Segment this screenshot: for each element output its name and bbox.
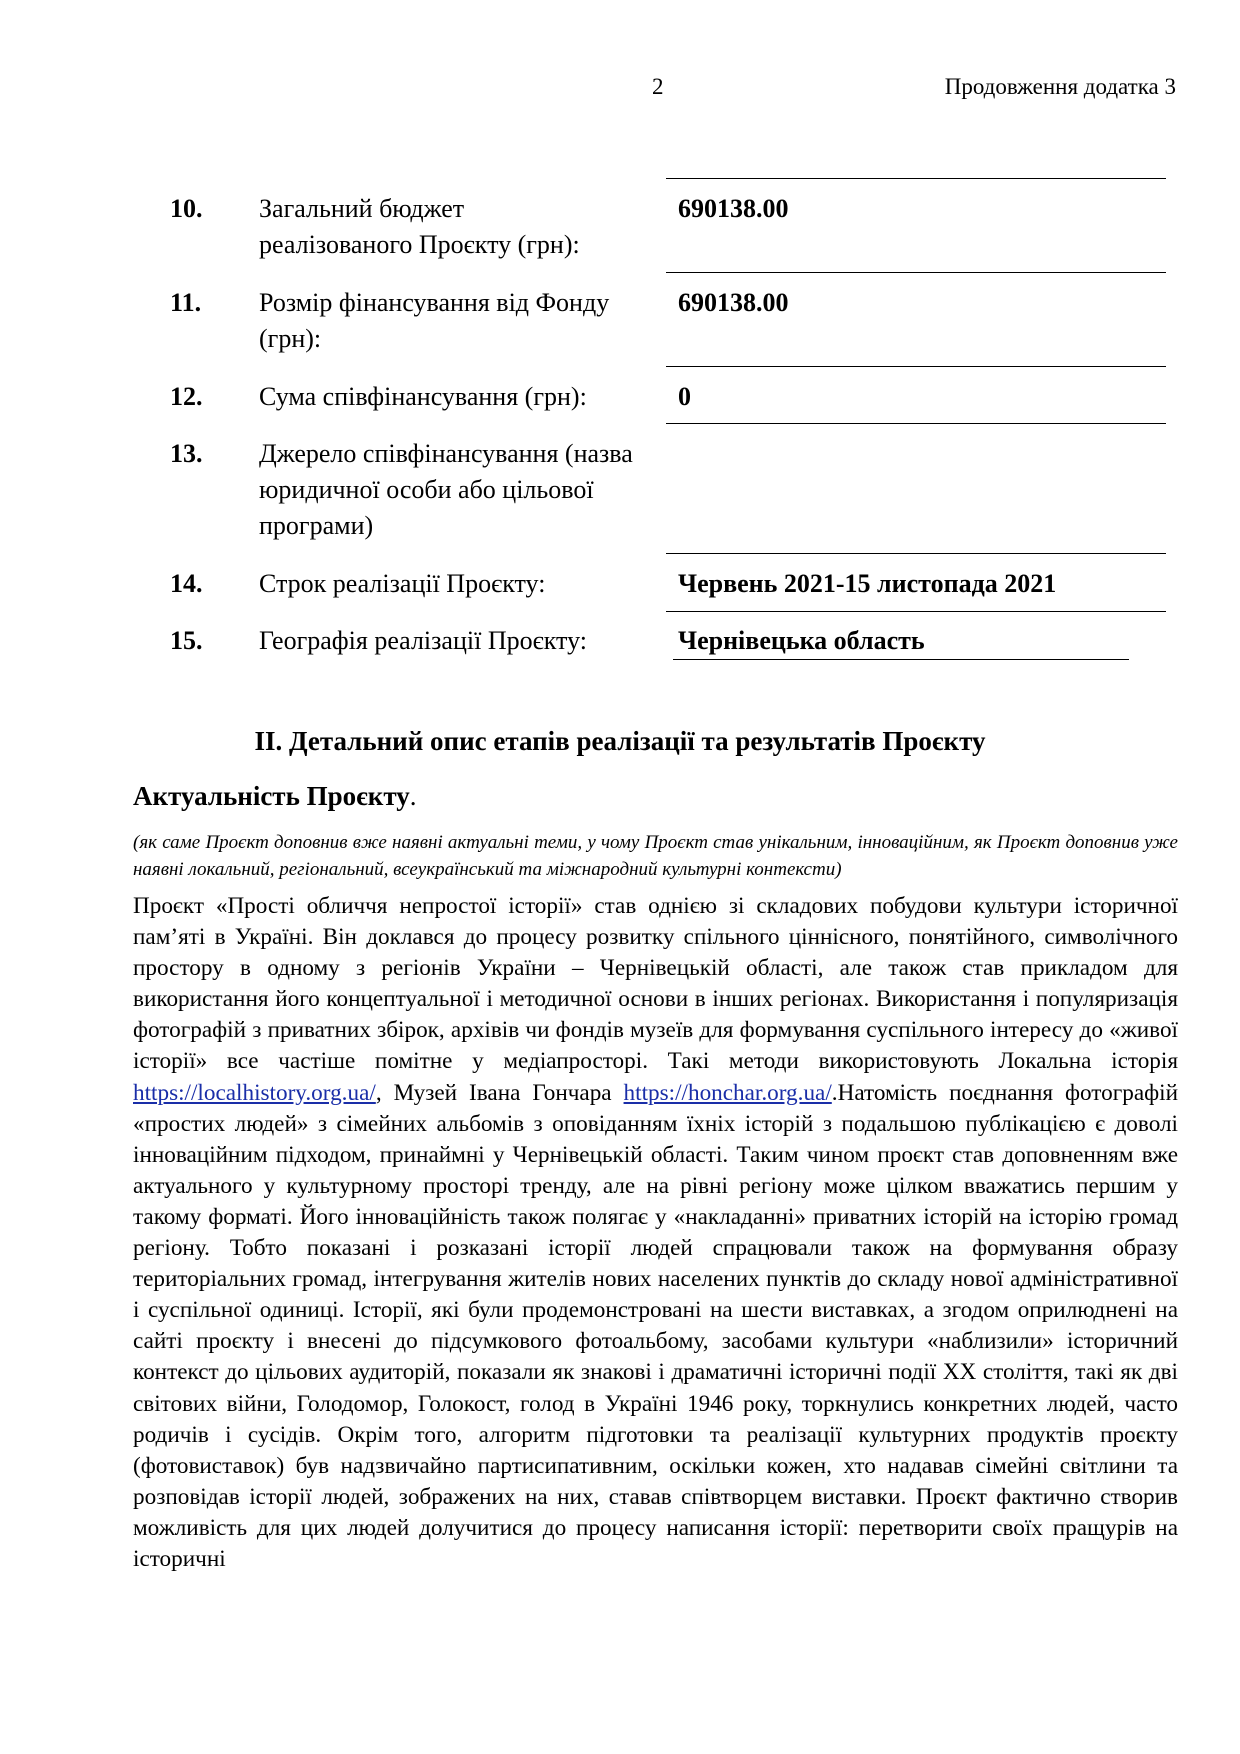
row-value: 690138.00 [678, 194, 789, 223]
row-number: 10. [170, 194, 203, 223]
subsection-title-text: Актуальність Проєкту [133, 781, 410, 811]
table-rule [666, 178, 1166, 179]
section-title: ІІ. Детальний опис етапів реалізації та результатів Проєкту [254, 726, 986, 756]
row-value: 690138.00 [678, 288, 789, 317]
row-number: 14. [170, 569, 203, 598]
row-value: Чернівецька область [678, 626, 925, 655]
subsection-title [133, 778, 417, 814]
row-number: 13. [170, 439, 203, 468]
row-label: Сума співфінансування (грн): [259, 382, 587, 411]
row-number: 12. [170, 382, 203, 411]
subsection-title-dot: . [409, 781, 417, 811]
row-value: Червень 2021-15 листопада 2021 [678, 569, 1057, 598]
table-rule [673, 659, 1129, 660]
table-rule [666, 423, 1166, 424]
continuation-label: Продовження додатка 3 [944, 74, 1176, 99]
row-label: Географія реалізації Проєкту: [259, 626, 587, 655]
body-text-part-2: , Музей Івана Гончара [375, 1079, 624, 1106]
page-number: 2 [652, 74, 664, 99]
row-label: Джерело співфінансування (назва юридичної особи або цільової програми) [259, 439, 633, 540]
row-label: Строк реалізації Проєкту: [259, 569, 546, 598]
body-paragraph [133, 891, 1178, 1575]
localhistory-link[interactable]: https://localhistory.org.ua/ [133, 1079, 376, 1106]
row-number: 11. [170, 288, 202, 317]
honchar-link[interactable]: https://honchar.org.ua/ [623, 1079, 832, 1106]
table-rule [666, 611, 1166, 612]
table-rule [666, 553, 1166, 554]
body-text-part-3: .Натомість поєднання фотографій «простих людей» з сімейних альбомів з оповіданням їхніх історій з подальшою публікацією є доволі інноваційним підходом, принаймні у Чернівецькій області. Таким чином проєкт став доповненням вже актуального у культурному просторі тренду, але на рівні регіону може цілком вважатись першим у такому форматі. Його інноваційність також полягає у «накладанні» приватних історій на історію громад регіону. Тобто показані і розказані історії людей спрацювали також на формування образу територіальних громад, інтегрування жителів нових населених пунктів до складу нової адміністративної і суспільної одиниці. Історії, які були продемонстровані на шести виставках, а згодом оприлюднені на сайті проєкту і внесені до підсумкового фотоальбому, засобами культури «наблизили» історичний контекст до цільових аудиторій, показали як знакові і драматичні історичні події ХХ століття, такі як дві світових війни, Голодомор, Голокост, голод в Україні 1946 року, торкнулись конкретних людей, часто родичів і сусідів. Окрім того, алгоритм підготовки та реалізації культурних продуктів проєкту (фотовиставок) був надзвичайно партисипативним, оскільки кожен, хто надавав сімейні світлини та розповідав історії людей, зображених на них, ставав співтворцем виставки. Проєкт фактично створив можливість для цих людей долучитися до процесу написання історії: перетворити своїх пращурів на історичні [133, 1079, 1178, 1572]
row-number: 15. [170, 626, 203, 655]
row-label: Загальний бюджет реалізованого Проєкту (грн): [259, 194, 580, 259]
body-text-part-1: Проєкт «Прості обличчя непростої історії» став однією зі складових побудови культури історичної пам’яті в Україні. Він доклався до процесу розвитку спільного ціннісного, понятійного, символічного простору в одному з регіонів України – Чернівецькій області, але також став прикладом для використання його концептуальної і методичної основи в інших регіонах. Використання і популяризація фотографій з приватних збірок, архівів чи фондів музеїв для формування суспільного інтересу до «живої історії» все частіше помітне у медіапросторі. Такі методи використовують Локальна історія [133, 893, 1178, 1075]
row-label: Розмір фінансування від Фонду (грн): [259, 288, 610, 353]
row-value: 0 [678, 382, 691, 411]
table-rule [666, 272, 1166, 273]
table-rule [666, 366, 1166, 367]
instruction-note: (як саме Проєкт доповнив вже наявні актуальні теми, у чому Проєкт став унікальним, інноваційним, як Проєкт доповнив уже наявні локальний, регіональний, всеукраїнський та міжнародний культурні контексти) [133, 832, 1178, 880]
